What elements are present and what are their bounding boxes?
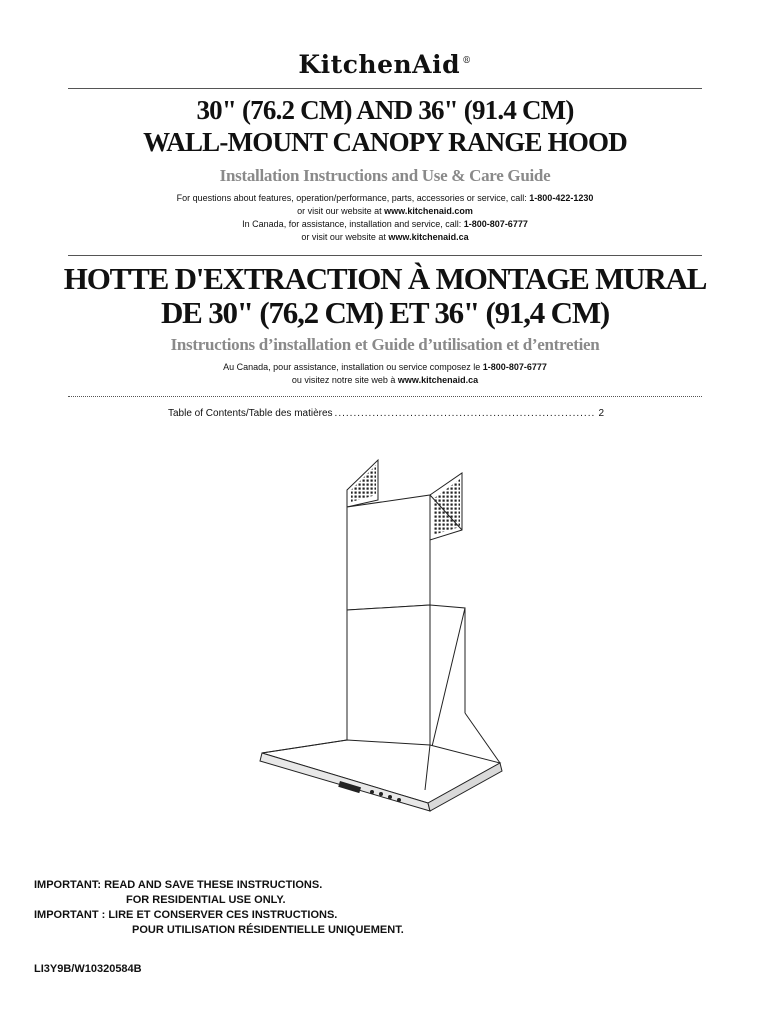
table-of-contents-entry[interactable] [168, 408, 604, 419]
control-button-icon [388, 795, 392, 799]
registered-mark: ® [462, 56, 472, 66]
contact-line-fr-web: ou visitez notre site web à www.kitchenaid.ca [291, 375, 479, 385]
english-title [0, 94, 770, 158]
english-title-line2: WALL-MOUNT CANOPY RANGE HOOD [143, 127, 627, 157]
website-ca: www.kitchenaid.ca [388, 232, 469, 242]
french-contact [0, 361, 770, 387]
divider-top [68, 88, 702, 89]
phone-number-fr: 1-800-807-6777 [482, 362, 547, 372]
contact-line-fr-phone: Au Canada, pour assistance, installation ou service composez le 1-800-807-6777 [223, 362, 547, 372]
french-title-line2: DE 30" (76,2 CM) ET 36" (91,4 CM) [160, 295, 609, 330]
control-button-icon [379, 792, 383, 796]
website-us: www.kitchenaid.com [384, 206, 473, 216]
phone-number-us: 1-800-422-1230 [529, 193, 594, 203]
brand-name: KitchenAid [298, 50, 461, 79]
range-hood-illustration [250, 455, 530, 835]
important-line-en-1: IMPORTANT: READ AND SAVE THESE INSTRUCTIONS. [34, 879, 323, 891]
english-subtitle: Installation Instructions and Use & Care Guide [219, 166, 551, 185]
control-button-icon [370, 790, 374, 794]
upper-duct-cover [347, 495, 430, 610]
toc-label: Table of Contents/Table des matières [168, 408, 333, 419]
toc-page-number: 2 [598, 408, 604, 419]
important-line-en-2: FOR RESIDENTIAL USE ONLY. [126, 894, 286, 906]
brand-logo [0, 50, 770, 79]
divider-toc [68, 396, 702, 397]
phone-number-ca: 1-800-807-6777 [463, 219, 528, 229]
divider-middle [68, 255, 702, 256]
important-notice [34, 878, 404, 938]
french-subtitle: Instructions d’installation et Guide d’utilisation et d’entretien [170, 335, 600, 354]
contact-line-us-phone: For questions about features, operation/performance, parts, accessories or service, call: 1-800-422-1230 [176, 193, 594, 203]
french-title [0, 262, 770, 330]
toc-dot-leader [335, 408, 597, 419]
contact-line-ca-phone: In Canada, for assistance, installation and service, call: 1-800-807-6777 [242, 219, 528, 229]
lower-duct-cover [347, 605, 465, 760]
french-title-line1: HOTTE D'EXTRACTION À MONTAGE MURAL [63, 261, 707, 296]
english-title-line1: 30" (76.2 CM) AND 36" (91.4 CM) [196, 95, 574, 125]
contact-line-us-web: or visit our website at www.kitchenaid.com [297, 206, 473, 216]
english-contact [0, 192, 770, 244]
control-button-icon [397, 798, 401, 802]
important-line-fr-1: IMPORTANT : LIRE ET CONSERVER CES INSTRUCTIONS. [34, 909, 338, 921]
important-line-fr-2: POUR UTILISATION RÉSIDENTIELLE UNIQUEMENT. [132, 924, 404, 936]
document-id: LI3Y9B/W10320584B [34, 963, 142, 975]
contact-line-ca-web: or visit our website at www.kitchenaid.ca [301, 232, 469, 242]
website-fr: www.kitchenaid.ca [397, 375, 479, 385]
